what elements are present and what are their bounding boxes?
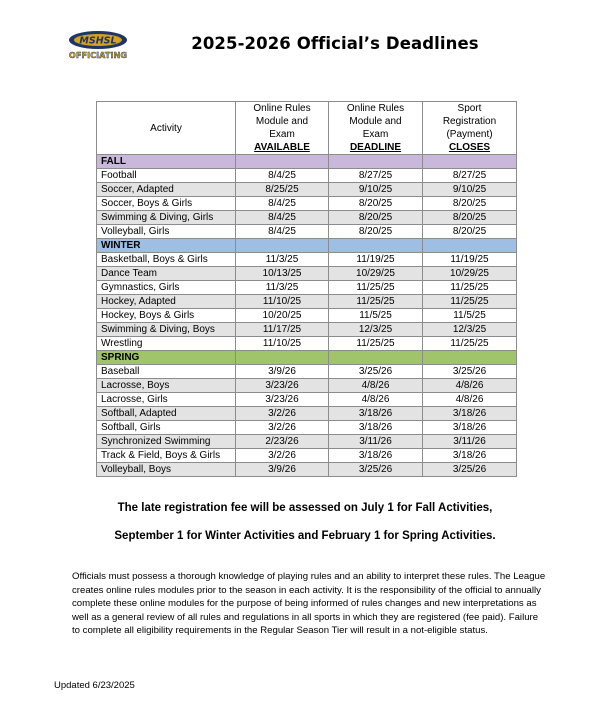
table-row <box>97 197 517 211</box>
table-row <box>97 407 517 421</box>
available-cell: 11/10/25 <box>236 295 329 309</box>
activity-cell: Dance Team <box>97 267 236 281</box>
activity-cell: Soccer, Boys & Girls <box>97 197 236 211</box>
deadline-cell: 8/20/25 <box>329 225 423 239</box>
late-fee-notice-line-2: September 1 for Winter Activities and February 1 for Spring Activities. <box>114 530 496 542</box>
deadline-cell: 11/25/25 <box>329 337 423 351</box>
section-label: WINTER <box>97 239 236 253</box>
section-fill-cell <box>236 351 329 365</box>
activity-cell: Basketball, Boys & Girls <box>97 253 236 267</box>
requirements-paragraph: Officials must possess a thorough knowledge of playing rules and an ability to interpret these rules. The League creates online rules modules prior to the season in each activity. It is the responsibility of the official to annually complete these online modules for the purpose of being informed of rules changes and new interpretations as well as a general review of all rules and regulations in all sports in which they are registered (fee paid). Failure to complete all eligibility requirements in the Regular Season Tier will result in a not-eligible status. <box>72 571 546 637</box>
deadline-cell: 8/20/25 <box>329 211 423 225</box>
deadline-cell: 9/10/25 <box>329 183 423 197</box>
activity-cell: Volleyball, Girls <box>97 225 236 239</box>
closes-cell: 11/25/25 <box>423 295 517 309</box>
deadline-cell: 3/18/26 <box>329 421 423 435</box>
table-row <box>97 183 517 197</box>
closes-cell: 8/20/25 <box>423 197 517 211</box>
activity-cell: Gymnastics, Girls <box>97 281 236 295</box>
closes-cell: 4/8/26 <box>423 393 517 407</box>
closes-cell: 3/18/26 <box>423 421 517 435</box>
closes-cell: 8/20/25 <box>423 211 517 225</box>
activity-cell: Lacrosse, Girls <box>97 393 236 407</box>
section-fill-cell <box>329 155 423 169</box>
deadline-cell: 3/11/26 <box>329 435 423 449</box>
activity-cell: Wrestling <box>97 337 236 351</box>
section-fill-cell <box>329 351 423 365</box>
header-activity: Activity <box>97 102 236 155</box>
table-row <box>97 365 517 379</box>
table-body <box>97 155 517 477</box>
activity-cell: Softball, Adapted <box>97 407 236 421</box>
available-cell: 8/4/25 <box>236 211 329 225</box>
available-cell: 3/2/26 <box>236 421 329 435</box>
header-closes: Sport Registration (Payment) CLOSES <box>423 102 517 155</box>
deadline-cell: 8/20/25 <box>329 197 423 211</box>
activity-cell: Swimming & Diving, Boys <box>97 323 236 337</box>
available-cell: 3/23/26 <box>236 379 329 393</box>
table-row <box>97 449 517 463</box>
deadline-cell: 3/25/26 <box>329 365 423 379</box>
svg-text:MSHSL: MSHSL <box>79 35 117 47</box>
section-header-spring <box>97 351 517 365</box>
available-cell: 8/25/25 <box>236 183 329 197</box>
available-cell: 2/23/26 <box>236 435 329 449</box>
section-label: SPRING <box>97 351 236 365</box>
activity-cell: Track & Field, Boys & Girls <box>97 449 236 463</box>
section-fill-cell <box>236 239 329 253</box>
table-row <box>97 211 517 225</box>
available-cell: 11/3/25 <box>236 253 329 267</box>
deadline-cell: 4/8/26 <box>329 379 423 393</box>
closes-cell: 4/8/26 <box>423 379 517 393</box>
closes-cell: 11/5/25 <box>423 309 517 323</box>
table-row <box>97 393 517 407</box>
table-row <box>97 323 517 337</box>
section-label: FALL <box>97 155 236 169</box>
table-row <box>97 463 517 477</box>
deadline-cell: 11/19/25 <box>329 253 423 267</box>
table-header-row <box>97 102 517 155</box>
section-fill-cell <box>423 155 517 169</box>
available-cell: 11/17/25 <box>236 323 329 337</box>
closes-cell: 9/10/25 <box>423 183 517 197</box>
closes-cell: 11/25/25 <box>423 281 517 295</box>
available-cell: 11/3/25 <box>236 281 329 295</box>
activity-cell: Baseball <box>97 365 236 379</box>
closes-cell: 8/20/25 <box>423 225 517 239</box>
available-cell: 3/2/26 <box>236 407 329 421</box>
table-row <box>97 421 517 435</box>
table-row <box>97 253 517 267</box>
available-cell: 3/23/26 <box>236 393 329 407</box>
available-cell: 8/4/25 <box>236 225 329 239</box>
deadline-cell: 12/3/25 <box>329 323 423 337</box>
table-row <box>97 169 517 183</box>
deadline-cell: 11/25/25 <box>329 281 423 295</box>
late-fee-notice-line-1: The late registration fee will be assessed on July 1 for Fall Activities, <box>117 502 493 514</box>
table-row <box>97 225 517 239</box>
closes-cell: 3/25/26 <box>423 463 517 477</box>
section-fill-cell <box>329 239 423 253</box>
deadline-cell: 4/8/26 <box>329 393 423 407</box>
table-row <box>97 281 517 295</box>
section-fill-cell <box>423 239 517 253</box>
deadline-cell: 11/25/25 <box>329 295 423 309</box>
page-title: 2025-2026 Official’s Deadlines <box>191 34 479 53</box>
available-cell: 8/4/25 <box>236 197 329 211</box>
section-fill-cell <box>236 155 329 169</box>
mshsl-officiating-logo <box>66 27 130 61</box>
activity-cell: Swimming & Diving, Girls <box>97 211 236 225</box>
deadlines-table <box>96 101 517 477</box>
table-row <box>97 337 517 351</box>
available-cell: 11/10/25 <box>236 337 329 351</box>
closes-cell: 3/11/26 <box>423 435 517 449</box>
closes-cell: 3/25/26 <box>423 365 517 379</box>
available-cell: 10/20/25 <box>236 309 329 323</box>
available-cell: 3/2/26 <box>236 449 329 463</box>
closes-cell: 8/27/25 <box>423 169 517 183</box>
svg-text:OFFICIATING: OFFICIATING <box>68 50 128 60</box>
activity-cell: Softball, Girls <box>97 421 236 435</box>
deadline-cell: 3/25/26 <box>329 463 423 477</box>
deadline-cell: 11/5/25 <box>329 309 423 323</box>
available-cell: 3/9/26 <box>236 365 329 379</box>
section-fill-cell <box>423 351 517 365</box>
activity-cell: Lacrosse, Boys <box>97 379 236 393</box>
available-cell: 10/13/25 <box>236 267 329 281</box>
table-row <box>97 295 517 309</box>
closes-cell: 3/18/26 <box>423 407 517 421</box>
table-row <box>97 309 517 323</box>
section-header-winter <box>97 239 517 253</box>
closes-cell: 10/29/25 <box>423 267 517 281</box>
deadline-cell: 8/27/25 <box>329 169 423 183</box>
header-deadline: Online Rules Module and Exam DEADLINE <box>329 102 423 155</box>
activity-cell: Volleyball, Boys <box>97 463 236 477</box>
activity-cell: Football <box>97 169 236 183</box>
table-row <box>97 379 517 393</box>
closes-cell: 11/25/25 <box>423 337 517 351</box>
closes-cell: 12/3/25 <box>423 323 517 337</box>
activity-cell: Hockey, Adapted <box>97 295 236 309</box>
closes-cell: 3/18/26 <box>423 449 517 463</box>
deadline-cell: 3/18/26 <box>329 449 423 463</box>
deadline-cell: 3/18/26 <box>329 407 423 421</box>
activity-cell: Hockey, Boys & Girls <box>97 309 236 323</box>
available-cell: 3/9/26 <box>236 463 329 477</box>
table-row <box>97 435 517 449</box>
updated-date: Updated 6/23/2025 <box>54 680 135 691</box>
deadline-cell: 10/29/25 <box>329 267 423 281</box>
section-header-fall <box>97 155 517 169</box>
activity-cell: Soccer, Adapted <box>97 183 236 197</box>
closes-cell: 11/19/25 <box>423 253 517 267</box>
activity-cell: Synchronized Swimming <box>97 435 236 449</box>
header-available: Online Rules Module and Exam AVAILABLE <box>236 102 329 155</box>
table-row <box>97 267 517 281</box>
available-cell: 8/4/25 <box>236 169 329 183</box>
